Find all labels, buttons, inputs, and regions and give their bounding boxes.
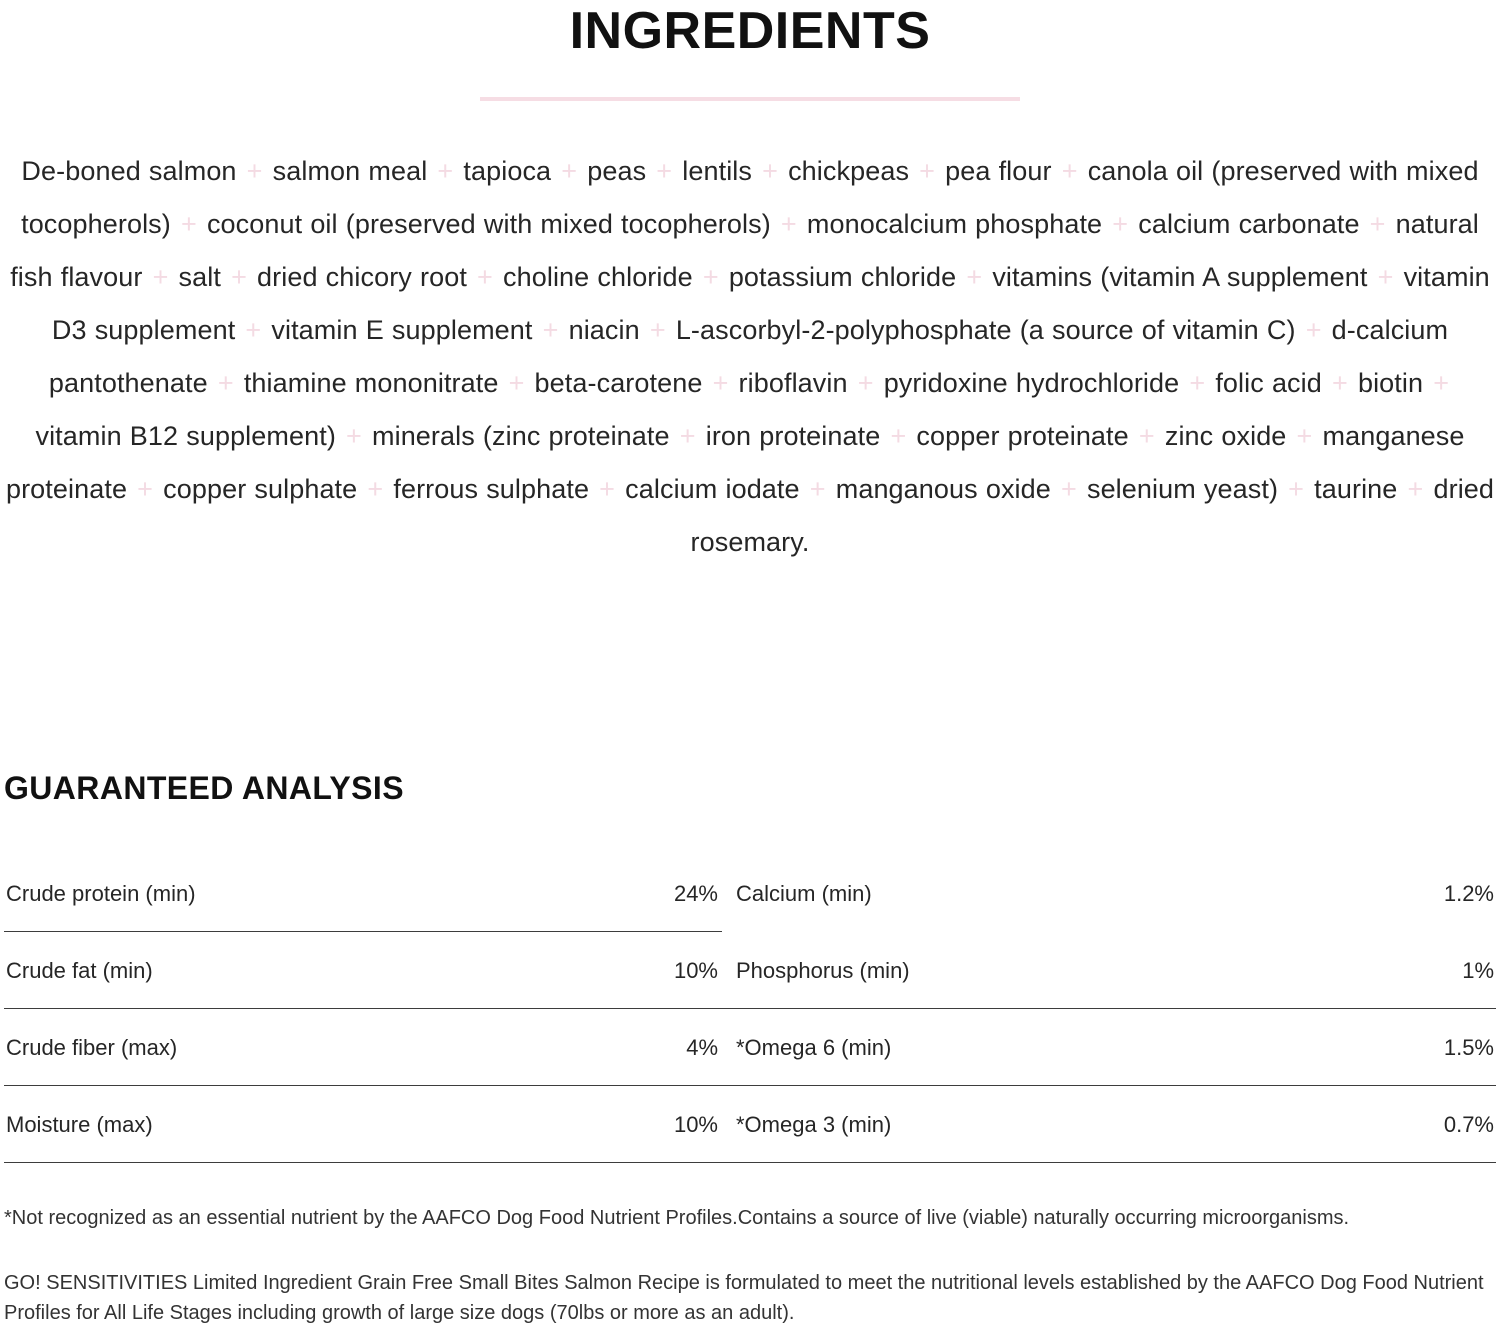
- ingredient-item: calcium iodate: [625, 473, 800, 504]
- ingredient-item: De-boned salmon: [21, 155, 237, 186]
- ga-left-value: 10%: [544, 932, 722, 1009]
- ingredient-item: ferrous sulphate: [393, 473, 590, 504]
- ingredient-separator: +: [1369, 261, 1402, 292]
- table-row: [4, 855, 1496, 932]
- ingredient-item: potassium chloride: [728, 261, 957, 292]
- ingredient-separator: +: [671, 420, 704, 451]
- ingredient-item: monocalcium phosphate: [806, 208, 1103, 239]
- ingredients-list: [0, 145, 1500, 569]
- ingredient-separator: +: [641, 314, 674, 345]
- ingredient-item: pea flour: [945, 155, 1052, 186]
- ingredient-separator: +: [1052, 473, 1085, 504]
- ingredient-separator: +: [222, 261, 256, 292]
- ingredient-separator: +: [1297, 314, 1330, 345]
- ga-right-label: *Omega 6 (min): [722, 1009, 1282, 1086]
- ingredient-item: tapioca: [463, 155, 552, 186]
- aafco-footnote: *Not recognized as an essential nutrient by the AAFCO Dog Food Nutrient Profiles.Contains a source of live (viable) naturally occurring microorganisms.: [4, 1207, 1350, 1229]
- ingredient-item: manganese proteinate: [5, 420, 1465, 504]
- ingredient-item: biotin: [1357, 367, 1424, 398]
- guaranteed-analysis-title: GUARANTEED ANALYSIS: [4, 770, 404, 806]
- ingredient-separator: +: [591, 473, 624, 504]
- ingredient-separator: +: [1361, 208, 1394, 239]
- ga-left-label: Crude fat (min): [4, 932, 544, 1009]
- ga-right-value: 0.7%: [1282, 1086, 1496, 1163]
- ingredient-item: beta-carotene: [534, 367, 703, 398]
- ingredient-separator: +: [237, 314, 270, 345]
- ingredient-item: vitamin D3 supplement: [51, 261, 1490, 345]
- ingredient-item: vitamin E supplement: [271, 314, 533, 345]
- ga-left-value: 4%: [544, 1009, 722, 1086]
- ingredient-separator: +: [1130, 420, 1163, 451]
- ingredient-item: iron proteinate: [705, 420, 881, 451]
- ingredient-separator: +: [144, 261, 177, 292]
- ingredient-separator: +: [958, 261, 991, 292]
- ingredient-item: chickpeas: [788, 155, 910, 186]
- ingredient-item: thiamine mononitrate: [243, 367, 499, 398]
- ingredient-item: folic acid: [1215, 367, 1322, 398]
- ingredient-item: vitamin B12 supplement): [35, 420, 336, 451]
- ingredient-item: niacin: [568, 314, 640, 345]
- formulation-footnote: GO! SENSITIVITIES Limited Ingredient Grain Free Small Bites Salmon Recipe is formulated to meet the nutritional levels established by the AAFCO Dog Food Nutrient Profiles for All Life Stages including growth of large size dogs (70lbs or more as an adult).: [4, 1272, 1484, 1324]
- ingredient-separator: +: [801, 473, 834, 504]
- ingredient-item: peas: [587, 155, 647, 186]
- ingredient-separator: +: [1181, 367, 1214, 398]
- ga-right-label: *Omega 3 (min): [722, 1086, 1282, 1163]
- guaranteed-analysis-table: [4, 855, 1496, 1163]
- ingredient-separator: +: [359, 473, 392, 504]
- ingredient-separator: +: [500, 367, 533, 398]
- ingredient-separator: +: [1399, 473, 1432, 504]
- ingredient-item: coconut oil (preserved with mixed tocopherols): [206, 208, 771, 239]
- ingredient-separator: +: [1280, 473, 1313, 504]
- ingredient-item: selenium yeast): [1086, 473, 1279, 504]
- ingredient-separator: +: [1053, 155, 1086, 186]
- ingredient-separator: +: [553, 155, 586, 186]
- ingredient-separator: +: [694, 261, 727, 292]
- ingredient-separator: +: [849, 367, 882, 398]
- ga-right-value: 1.5%: [1282, 1009, 1496, 1086]
- table-row: [4, 1086, 1496, 1163]
- ga-left-value: 10%: [544, 1086, 722, 1163]
- ingredient-item: taurine: [1314, 473, 1398, 504]
- ga-right-label: Phosphorus (min): [722, 932, 1282, 1009]
- table-row: [4, 1009, 1496, 1086]
- ingredient-item: salt: [178, 261, 221, 292]
- ingredient-item: canola oil (preserved with mixed tocopherols): [21, 155, 1479, 239]
- ingredient-separator: +: [468, 261, 502, 292]
- ingredient-separator: +: [882, 420, 915, 451]
- ingredient-separator: +: [754, 155, 787, 186]
- ingredient-item: dried chicory root: [257, 261, 467, 292]
- ingredient-item: manganous oxide: [835, 473, 1051, 504]
- ingredient-item: copper sulphate: [163, 473, 358, 504]
- ingredient-item: minerals (zinc proteinate: [372, 420, 670, 451]
- ingredient-item: L-ascorbyl-2-polyphosphate (a source of vitamin C): [675, 314, 1296, 345]
- ingredient-separator: +: [704, 367, 737, 398]
- ingredient-separator: +: [772, 208, 805, 239]
- ga-left-value: 24%: [544, 855, 722, 932]
- ingredient-separator: +: [1323, 367, 1356, 398]
- ingredient-item: riboflavin: [738, 367, 848, 398]
- ga-left-label: Moisture (max): [4, 1086, 544, 1163]
- ingredient-item: pyridoxine hydrochloride: [883, 367, 1180, 398]
- ga-right-value: 1.2%: [1443, 881, 1494, 907]
- ingredient-separator: +: [209, 367, 242, 398]
- ingredient-separator: +: [1104, 208, 1137, 239]
- ingredient-separator: +: [1425, 367, 1450, 398]
- ingredient-separator: +: [1288, 420, 1321, 451]
- ingredient-separator: +: [238, 155, 271, 186]
- ga-right-value: 1%: [1282, 932, 1496, 1009]
- ingredient-item: d-calcium pantothenate: [48, 314, 1449, 398]
- ingredient-item: dried rosemary.: [690, 473, 1495, 557]
- guaranteed-analysis-body: [4, 855, 1496, 1163]
- ga-left-label: Crude fiber (max): [4, 1009, 544, 1086]
- ingredient-separator: +: [911, 155, 944, 186]
- ga-right-label: Calcium (min): [736, 881, 872, 907]
- ingredient-separator: +: [534, 314, 567, 345]
- title-divider: [480, 97, 1020, 101]
- ingredient-separator: +: [337, 420, 370, 451]
- ingredient-item: choline chloride: [503, 261, 693, 292]
- ingredient-item: zinc oxide: [1164, 420, 1287, 451]
- ga-left-label: Crude protein (min): [4, 855, 544, 932]
- ingredient-item: calcium carbonate: [1138, 208, 1360, 239]
- ingredient-item: salmon meal: [272, 155, 428, 186]
- ingredient-item: lentils: [682, 155, 752, 186]
- ingredient-separator: +: [648, 155, 681, 186]
- table-row: [4, 932, 1496, 1009]
- ingredient-separator: +: [429, 155, 462, 186]
- ingredient-separator: +: [129, 473, 162, 504]
- ingredient-item: copper proteinate: [916, 420, 1129, 451]
- ingredient-item: natural fish flavour: [10, 208, 1479, 292]
- page-title: INGREDIENTS: [569, 2, 931, 60]
- ingredient-item: vitamins (vitamin A supplement: [992, 261, 1368, 292]
- ingredient-separator: +: [172, 208, 205, 239]
